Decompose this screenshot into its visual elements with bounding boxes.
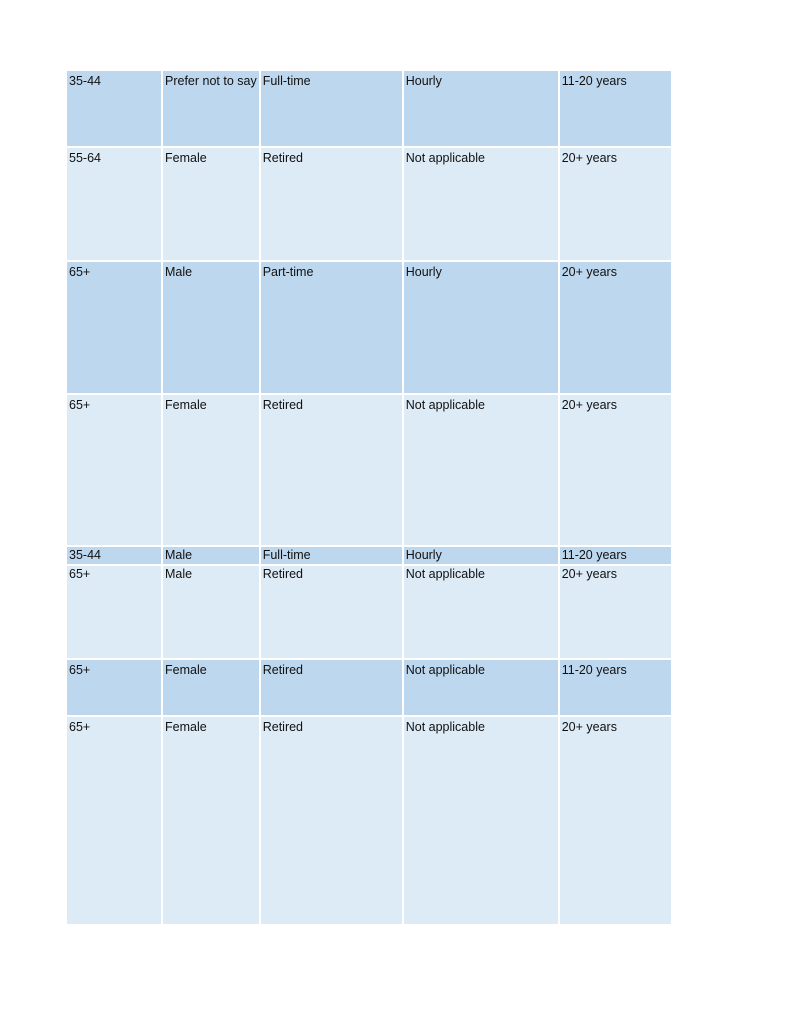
table-row	[67, 565, 671, 659]
table-row	[67, 546, 671, 565]
employment-cell[interactable]: Retired	[260, 147, 403, 261]
tenure-cell[interactable]: 20+ years	[559, 147, 671, 261]
tenure-cell[interactable]: 20+ years	[559, 565, 671, 659]
pay-type-cell[interactable]: Hourly	[403, 71, 559, 147]
pay-type-cell[interactable]: Not applicable	[403, 147, 559, 261]
tenure-cell[interactable]: 11-20 years	[559, 659, 671, 716]
employment-cell[interactable]: Retired	[260, 394, 403, 546]
employment-cell[interactable]: Full-time	[260, 71, 403, 147]
gender-cell[interactable]: Male	[162, 546, 260, 565]
tenure-cell[interactable]: 11-20 years	[559, 546, 671, 565]
age-cell[interactable]: 35-44	[67, 71, 162, 147]
age-cell[interactable]: 35-44	[67, 546, 162, 565]
pay-type-cell[interactable]: Not applicable	[403, 565, 559, 659]
gender-cell[interactable]: Male	[162, 565, 260, 659]
employment-cell[interactable]: Retired	[260, 716, 403, 925]
employment-cell[interactable]: Retired	[260, 565, 403, 659]
pay-type-cell[interactable]: Not applicable	[403, 716, 559, 925]
gender-cell[interactable]: Prefer not to say	[162, 71, 260, 147]
gender-cell[interactable]: Male	[162, 261, 260, 394]
tenure-cell[interactable]: 20+ years	[559, 394, 671, 546]
table-row	[67, 147, 671, 261]
gender-cell[interactable]: Female	[162, 716, 260, 925]
gender-cell[interactable]: Female	[162, 659, 260, 716]
table-row	[67, 394, 671, 546]
age-cell[interactable]: 65+	[67, 659, 162, 716]
age-cell[interactable]: 65+	[67, 565, 162, 659]
gender-cell[interactable]: Female	[162, 147, 260, 261]
age-cell[interactable]: 55-64	[67, 147, 162, 261]
pay-type-cell[interactable]: Hourly	[403, 261, 559, 394]
age-cell[interactable]: 65+	[67, 716, 162, 925]
employment-cell[interactable]: Part-time	[260, 261, 403, 394]
tenure-cell[interactable]: 20+ years	[559, 261, 671, 394]
spreadsheet-table	[67, 71, 671, 926]
employment-cell[interactable]: Full-time	[260, 546, 403, 565]
tenure-cell[interactable]: 20+ years	[559, 716, 671, 925]
table-row	[67, 659, 671, 716]
age-cell[interactable]: 65+	[67, 394, 162, 546]
pay-type-cell[interactable]: Hourly	[403, 546, 559, 565]
age-cell[interactable]: 65+	[67, 261, 162, 394]
pay-type-cell[interactable]: Not applicable	[403, 659, 559, 716]
gender-cell[interactable]: Female	[162, 394, 260, 546]
tenure-cell[interactable]: 11-20 years	[559, 71, 671, 147]
employment-cell[interactable]: Retired	[260, 659, 403, 716]
pay-type-cell[interactable]: Not applicable	[403, 394, 559, 546]
table-row	[67, 716, 671, 925]
table-row	[67, 71, 671, 147]
table-row	[67, 261, 671, 394]
